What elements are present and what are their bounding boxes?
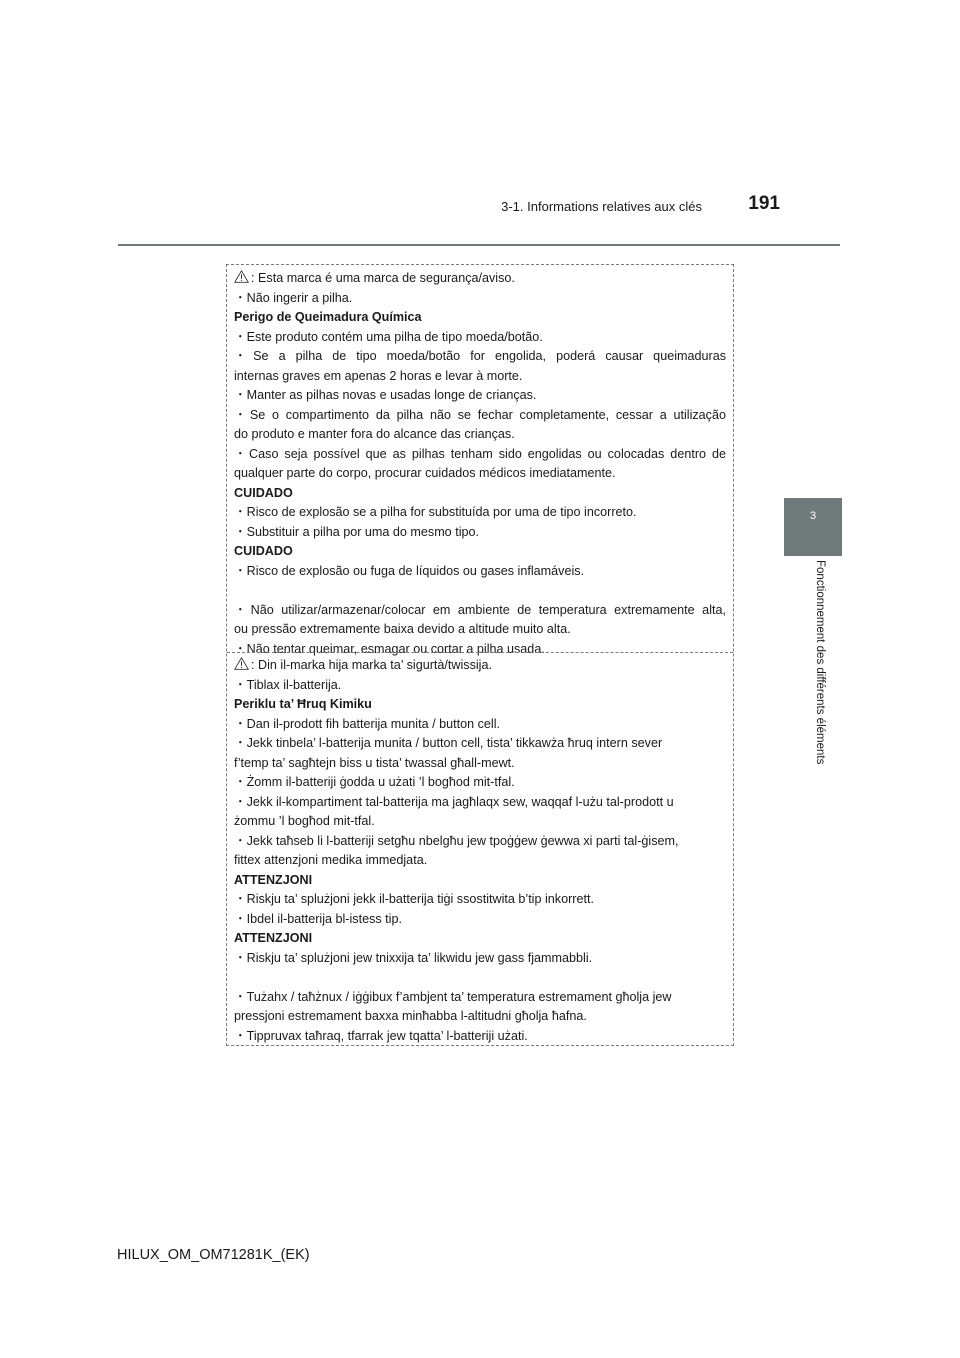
battery-warning-box — [226, 264, 734, 1046]
language-divider — [227, 652, 733, 653]
warning-line: ・Tużahx / taħżnux / iġġibux f’ambjent ta’ temperatura estremament għolja jew — [234, 989, 672, 1004]
page-number: 191 — [748, 193, 780, 214]
warning-line: ・Jekk tinbela’ l-batterija munita / button cell, tista’ tikkawża ħruq intern sever — [234, 736, 663, 750]
warning-triangle-icon — [234, 657, 249, 670]
chapter-number: 3 — [809, 510, 817, 522]
warning-line: ・Substituir a pilha por uma do mesmo tipo. — [234, 524, 479, 539]
warning-line: ・Não ingerir a pilha. — [234, 290, 353, 305]
warning-line: ・Este produto contém uma pilha de tipo moeda/botão. — [234, 329, 543, 344]
warning-heading: ATTENZJONI — [234, 931, 313, 945]
warning-line: ・Tippruvax taħraq, tfarrak jew tqatta’ l-batteriji użati. — [234, 1028, 528, 1043]
warning-line: ・Tiblax il-batterija. — [234, 677, 342, 692]
warning-line: ・Risco de explosão ou fuga de líquidos ou gases inflamáveis. — [234, 563, 585, 578]
portuguese-warning — [234, 269, 726, 659]
warning-line: ・Não utilizar/armazenar/colocar em ambiente de temperatura extremamente alta, — [234, 602, 726, 617]
warning-line: pressjoni estremament baxxa minħabba l-altitudni għolja ħafna. — [234, 1009, 587, 1023]
warning-line: ・Não tentar queimar, esmagar ou cortar a pilha usada. — [234, 641, 545, 656]
document-code: HILUX_OM_OM71281K_(EK) — [117, 1247, 310, 1263]
warning-line: ・Manter as pilhas novas e usadas longe de crianças. — [234, 388, 537, 402]
warning-line: ・Jekk taħseb li l-batteriji setgħu nbelgħu jew tpoġġew ġewwa xi parti tal-ġisem, — [234, 833, 679, 848]
warning-heading: CUIDADO — [234, 544, 293, 558]
header-rule — [118, 244, 840, 246]
warning-line: ・Se o compartimento da pilha não se fechar completamente, cessar a utilização — [234, 407, 726, 422]
chapter-label: Fonctionnement des différents éléments — [814, 560, 826, 765]
warning-line: do produto e manter fora do alcance das crianças. — [234, 427, 515, 441]
warning-line: f’temp ta’ sagħtejn biss u tista’ twassal għall-mewt. — [234, 755, 515, 770]
warning-heading: CUIDADO — [234, 485, 293, 500]
warning-line: ・Jekk il-kompartiment tal-batterija ma jagħlaqx sew, waqqaf l-użu tal-prodott u — [234, 794, 674, 809]
section-title: 3-1. Informations relatives aux clés — [501, 199, 702, 214]
warning-line: ・Risco de explosão se a pilha for substituída por uma de tipo incorreto. — [234, 505, 637, 519]
warning-line: ou pressão extremamente baixa devido a altitude muito alta. — [234, 622, 571, 636]
warning-line: ・Dan il-prodott fih batterija munita / button cell. — [234, 716, 500, 731]
warning-line: ・Se a pilha de tipo moeda/botão for engolida, poderá causar queimaduras — [234, 349, 726, 363]
warning-line: ・Riskju ta’ splużjoni jew tnixxija ta’ likwidu jew gass fjammabbli. — [234, 950, 593, 965]
maltese-mark-line: : Din il-marka hija marka ta’ sigurtà/twissija. — [234, 656, 726, 676]
blank-line — [234, 968, 726, 988]
warning-triangle-icon — [234, 270, 249, 283]
warning-line: internas graves em apenas 2 horas e levar à morte. — [234, 368, 523, 383]
warning-line: żommu ’l bogħod mit-tfal. — [234, 814, 375, 828]
warning-heading: Perigo de Queimadura Química — [234, 310, 422, 324]
warning-heading: Periklu ta’ Ħruq Kimiku — [234, 697, 372, 711]
warning-line: qualquer parte do corpo, procurar cuidados médicos imediatamente. — [234, 466, 616, 480]
portuguese-mark-line: : Esta marca é uma marca de segurança/aviso. — [234, 269, 726, 289]
warning-line: ・Caso seja possível que as pilhas tenham sido engolidas ou colocadas dentro de — [234, 446, 726, 461]
warning-line: fittex attenzjoni medika immedjata. — [234, 853, 428, 867]
blank-line — [234, 581, 726, 601]
maltese-warning — [234, 656, 726, 1046]
warning-line: ・Riskju ta’ splużjoni jekk il-batterija tiġi ssostitwita b’tip inkorrett. — [234, 892, 594, 906]
warning-line: ・Żomm il-batteriji ġodda u użati ’l bogħod mit-tfal. — [234, 775, 515, 789]
warning-line: ・Ibdel il-batterija bl-istess tip. — [234, 911, 402, 926]
chapter-tab — [784, 498, 842, 556]
warning-heading: ATTENZJONI — [234, 872, 313, 887]
